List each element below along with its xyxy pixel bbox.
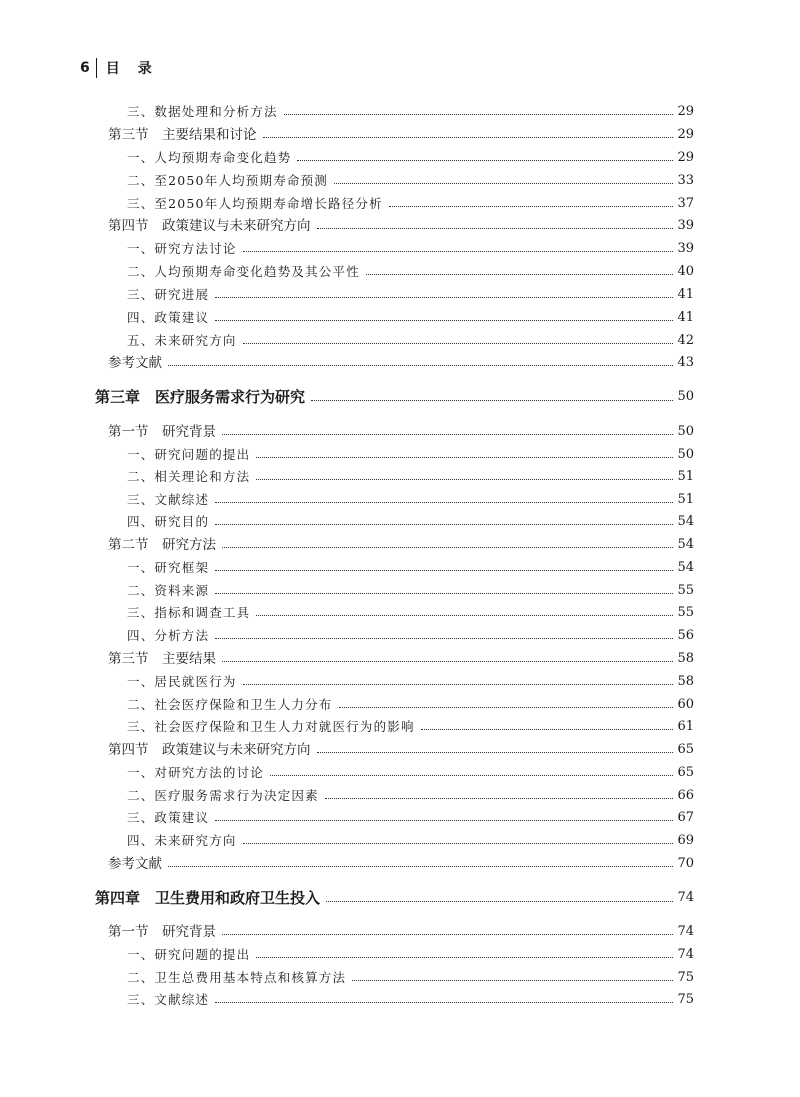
toc-entry-title: 第二节 研究方法 [108,534,222,556]
toc-entry-title: 二、卫生总费用基本特点和核算方法 [127,967,352,989]
dot-leader [243,684,673,685]
toc-entry-page-number: 66 [673,785,694,807]
toc-entry-item[interactable] [0,557,800,579]
toc-entry-page-number: 65 [673,762,694,784]
dot-leader [222,547,673,548]
dot-leader [325,798,673,799]
toc-entry-item[interactable] [0,284,800,306]
toc-entry-title: 第三节 主要结果 [108,648,222,670]
toc-entry-page-number: 37 [673,193,694,215]
toc-entry-title: 一、对研究方法的讨论 [127,762,270,784]
toc-entry-page-number: 67 [673,807,694,829]
toc-entry-page-number: 74 [673,885,694,911]
toc-entry-item[interactable] [0,307,800,329]
dot-leader [168,866,673,867]
toc-entry-item[interactable] [0,147,800,169]
toc-entry-page-number: 51 [673,466,694,488]
toc-entry-item[interactable] [0,989,800,1011]
toc-entry-title: 参考文献 [108,352,168,374]
toc-entry-page-number: 70 [673,853,694,875]
toc-entry-page-number: 41 [673,307,694,329]
toc-entry-page-number: 54 [673,511,694,533]
toc-entry-title: 三、文献综述 [127,989,215,1011]
toc-entry-page-number: 43 [673,352,694,374]
dot-leader [284,114,673,115]
toc-entry-item[interactable] [0,830,800,852]
dot-leader [256,457,673,458]
toc-entry-page-number: 61 [673,716,694,738]
toc-entry-item[interactable] [0,489,800,511]
toc-entry-title: 四、研究目的 [127,511,215,533]
dot-leader [215,570,673,571]
running-header [80,57,170,79]
dot-leader [317,228,673,229]
dot-leader [243,343,673,344]
toc-entry-page-number: 41 [673,284,694,306]
toc-entry-item[interactable] [0,625,800,647]
dot-leader [215,502,673,503]
toc-entry-page-number: 54 [673,534,694,556]
dot-leader [215,320,673,321]
dot-leader [317,752,673,753]
toc-entry-title: 五、未来研究方向 [127,330,243,352]
dot-leader [311,400,673,401]
toc-entry-section[interactable] [0,534,800,556]
toc-entry-page-number: 29 [673,147,694,169]
toc-entry-page-number: 29 [673,124,694,146]
dot-leader [168,365,673,366]
toc-entry-item[interactable] [0,671,800,693]
toc-entry-item[interactable] [0,694,800,716]
dot-leader [222,661,673,662]
toc-entry-item[interactable] [0,602,800,624]
toc-entry-item[interactable] [0,580,800,602]
toc-entry-page-number: 50 [673,384,694,410]
toc-entry-title: 二、社会医疗保险和卫生人力分布 [127,694,339,716]
toc-entry-title: 四、政策建议 [127,307,215,329]
dot-leader [256,479,673,480]
toc-entry-title: 三、至2050年人均预期寿命增长路径分析 [127,193,389,215]
toc-entry-title: 参考文献 [108,853,168,875]
dot-leader [326,901,673,902]
toc-entry-title: 三、社会医疗保险和卫生人力对就医行为的影响 [127,716,421,738]
header-title: 目录 [105,61,170,77]
toc-entry-title: 一、研究问题的提出 [127,944,256,966]
toc-entry-title: 第一节 研究背景 [108,921,222,943]
toc-entry-title: 第三节 主要结果和讨论 [108,124,263,146]
dot-leader [421,729,673,730]
toc-entry-ref[interactable] [0,352,800,374]
toc-entry-title: 三、指标和调查工具 [127,602,256,624]
toc-entry-page-number: 74 [673,944,694,966]
dot-leader [215,1002,673,1003]
toc-entry-item[interactable] [0,330,800,352]
toc-entry-section[interactable] [0,739,800,761]
toc-entry-page-number: 75 [673,989,694,1011]
toc-entry-item[interactable] [0,511,800,533]
toc-entry-item[interactable] [0,967,800,989]
toc-entry-title: 第四节 政策建议与未来研究方向 [108,215,317,237]
toc-entry-title: 一、研究问题的提出 [127,444,256,466]
toc-entry-chapter[interactable] [0,885,800,911]
toc-entry-item[interactable] [0,785,800,807]
toc-entry-ref[interactable] [0,853,800,875]
toc-entry-page-number: 65 [673,739,694,761]
toc-entry-item[interactable] [0,807,800,829]
toc-entry-section[interactable] [0,921,800,943]
toc-entry-title: 三、数据处理和分析方法 [127,101,284,123]
header-divider [96,58,97,78]
toc-entry-title: 第四节 政策建议与未来研究方向 [108,739,317,761]
dot-leader [222,434,673,435]
toc-entry-page-number: 75 [673,967,694,989]
dot-leader [215,524,673,525]
page-number: 6 [80,60,90,76]
toc-entry-item[interactable] [0,444,800,466]
toc-entry-item[interactable] [0,193,800,215]
toc-entry-page-number: 42 [673,330,694,352]
toc-entry-page-number: 55 [673,602,694,624]
toc-entry-item[interactable] [0,466,800,488]
toc-entry-title: 二、人均预期寿命变化趋势及其公平性 [127,261,366,283]
toc-entry-title: 三、研究进展 [127,284,215,306]
toc-entry-title: 二、资料来源 [127,580,215,602]
dot-leader [256,957,673,958]
toc-entry-page-number: 56 [673,625,694,647]
dot-leader [389,206,673,207]
toc-entry-section[interactable] [0,421,800,443]
toc-entry-title: 一、人均预期寿命变化趋势 [127,147,297,169]
dot-leader [215,593,673,594]
dot-leader [334,183,673,184]
toc-entry-section[interactable] [0,648,800,670]
toc-entry-title: 二、医疗服务需求行为决定因素 [127,785,325,807]
toc-entry-title: 四、分析方法 [127,625,215,647]
toc-entry-item[interactable] [0,238,800,260]
toc-entry-page-number: 50 [673,421,694,443]
dot-leader [215,820,673,821]
toc-entry-title: 一、居民就医行为 [127,671,243,693]
dot-leader [263,137,673,138]
toc-entry-page-number: 55 [673,580,694,602]
toc-entry-page-number: 33 [673,170,694,192]
toc-entry-page-number: 58 [673,648,694,670]
toc-entry-title: 一、研究框架 [127,557,215,579]
toc-entry-page-number: 50 [673,444,694,466]
toc-entry-item[interactable] [0,944,800,966]
dot-leader [366,274,673,275]
dot-leader [215,638,673,639]
toc-entry-title: 四、未来研究方向 [127,830,243,852]
toc-entry-page-number: 39 [673,238,694,260]
dot-leader [297,160,673,161]
toc-entry-title: 第四章 卫生费用和政府卫生投入 [95,885,326,911]
toc-entry-title: 二、相关理论和方法 [127,466,256,488]
toc-entry-item[interactable] [0,716,800,738]
toc-entry-page-number: 54 [673,557,694,579]
toc-entry-title: 三、政策建议 [127,807,215,829]
toc-entry-item[interactable] [0,261,800,283]
toc-entry-section[interactable] [0,124,800,146]
dot-leader [339,707,673,708]
dot-leader [243,251,673,252]
toc-entry-page-number: 51 [673,489,694,511]
dot-leader [215,297,673,298]
toc-entry-page-number: 58 [673,671,694,693]
toc-entry-page-number: 69 [673,830,694,852]
dot-leader [352,980,673,981]
toc-entry-title: 第三章 医疗服务需求行为研究 [95,384,311,410]
toc-entry-chapter[interactable] [0,384,800,410]
dot-leader [222,934,673,935]
dot-leader [270,775,673,776]
toc-entry-title: 一、研究方法讨论 [127,238,243,260]
toc-entry-page-number: 40 [673,261,694,283]
toc-entry-item[interactable] [0,762,800,784]
toc-entry-title: 三、文献综述 [127,489,215,511]
toc-entry-title: 第一节 研究背景 [108,421,222,443]
toc-entry-section[interactable] [0,215,800,237]
toc-entry-item[interactable] [0,101,800,123]
toc-entry-page-number: 60 [673,694,694,716]
toc-entry-item[interactable] [0,170,800,192]
dot-leader [256,615,673,616]
toc-entry-page-number: 74 [673,921,694,943]
toc-entry-page-number: 39 [673,215,694,237]
toc-entry-title: 二、至2050年人均预期寿命预测 [127,170,334,192]
dot-leader [243,843,673,844]
toc-entry-page-number: 29 [673,101,694,123]
